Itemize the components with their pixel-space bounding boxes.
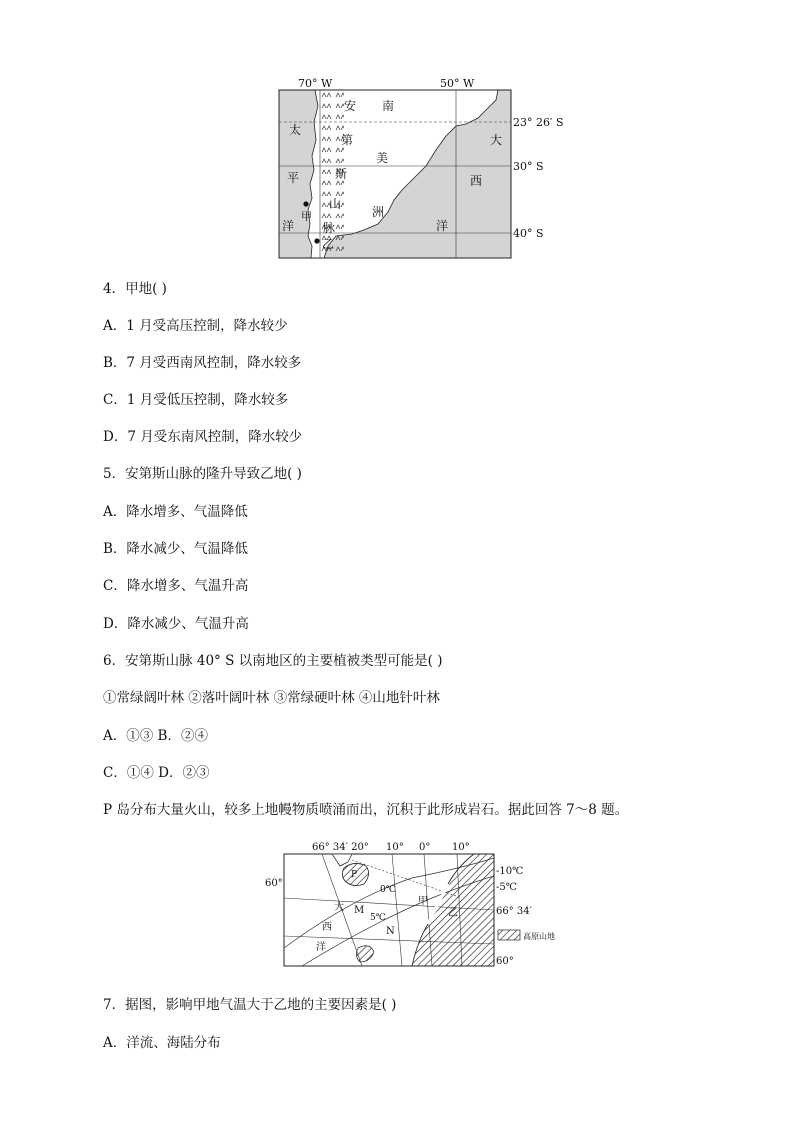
lon-label-70w: 70° W [298, 77, 333, 90]
question-4-stem: 4．甲地( ) [103, 281, 167, 297]
label-da: 大 [334, 902, 344, 913]
question-6-options-ab: A．①③ B．②④ [103, 728, 208, 744]
label-xi: 西 [322, 922, 332, 933]
label-ping: 平 [287, 171, 300, 185]
legend-label: 高原山地 [523, 932, 555, 941]
south-america-map [278, 77, 564, 260]
right-label-minus10: -10℃ [496, 866, 524, 877]
question-5-option-b: B．降水减少、气温降低 [103, 541, 248, 557]
label-xi: 西 [470, 174, 483, 188]
right-label-minus5: -5℃ [496, 882, 517, 893]
label-nan: 南 [382, 99, 395, 113]
label-yang: 洋 [316, 942, 326, 953]
label-yang2: 洋 [436, 219, 449, 233]
label-n: N [386, 926, 395, 937]
label-jia: 甲 [418, 896, 428, 907]
right-label-60: 60° [496, 956, 514, 967]
point-jia-marker [303, 201, 308, 206]
label-da: 大 [490, 133, 503, 147]
question-6-stem: 6．安第斯山脉 40° S 以南地区的主要植被类型可能是( ) [103, 653, 443, 669]
lon-label-50w: 50° W [440, 77, 475, 90]
top-label-1: 66° 34′ 20° [312, 842, 369, 853]
top-label-4: 10° [452, 842, 470, 853]
label-tai: 太 [289, 123, 302, 137]
lat-label-40s: 40° S [513, 227, 544, 240]
label-di: 第 [341, 133, 354, 147]
question-6-options-cd: C．①④ D．②③ [103, 765, 210, 781]
label-yang1: 洋 [282, 219, 295, 233]
question-4-option-c: C．1 月受低压控制，降水较多 [103, 392, 289, 408]
label-zhou: 洲 [372, 205, 385, 219]
label-si: 斯 [335, 167, 348, 181]
iso-label-5: 5℃ [370, 913, 386, 923]
label-jia: 甲 [301, 210, 312, 223]
intro-text: P 岛分布大量火山，较多上地幔物质喷涌而出，沉积于此形成岩石。据此回答 7～8 题。 [103, 802, 629, 818]
label-mai: 脉 [323, 221, 336, 235]
label-mei: 美 [376, 151, 389, 165]
question-4-option-d: D．7 月受东南风控制，降水较少 [103, 429, 303, 445]
label-yi: 乙 [448, 908, 458, 919]
question-7-stem: 7．据图，影响甲地气温大于乙地的主要因素是( ) [103, 997, 397, 1013]
right-label-6634: 66° 34′ [496, 906, 532, 917]
legend-hatch-swatch [498, 930, 520, 940]
lat-label-30s: 30° S [513, 160, 544, 173]
question-6-items: ①常绿阔叶林 ②落叶阔叶林 ③常绿硬叶林 ④山地针叶林 [103, 690, 440, 706]
question-5-option-d: D．降水减少、气温升高 [103, 616, 249, 632]
iso-label-0: 0℃ [380, 885, 396, 895]
label-m: M [354, 905, 365, 916]
point-yi-marker [314, 238, 319, 243]
question-4-option-a: A．1 月受高压控制，降水较少 [103, 318, 288, 334]
label-shan: 山 [329, 197, 342, 211]
label-yi: 乙 [322, 237, 335, 251]
top-label-3: 0° [419, 842, 431, 853]
left-label-60: 60° [265, 878, 283, 889]
question-7-option-a: A．洋流、海陆分布 [103, 1035, 221, 1051]
label-an: 安 [344, 99, 357, 113]
question-5-option-c: C．降水增多、气温升高 [103, 578, 249, 594]
north-atlantic-map [262, 838, 582, 970]
top-label-2: 10° [386, 842, 404, 853]
lat-label-tropic: 23° 26′ S [513, 116, 564, 129]
question-5-stem: 5．安第斯山脉的隆升导致乙地( ) [103, 466, 302, 482]
label-p: P [351, 870, 358, 880]
question-4-option-b: B．7 月受西南风控制，降水较多 [103, 355, 302, 371]
question-5-option-a: A．降水增多、气温降低 [103, 504, 248, 520]
